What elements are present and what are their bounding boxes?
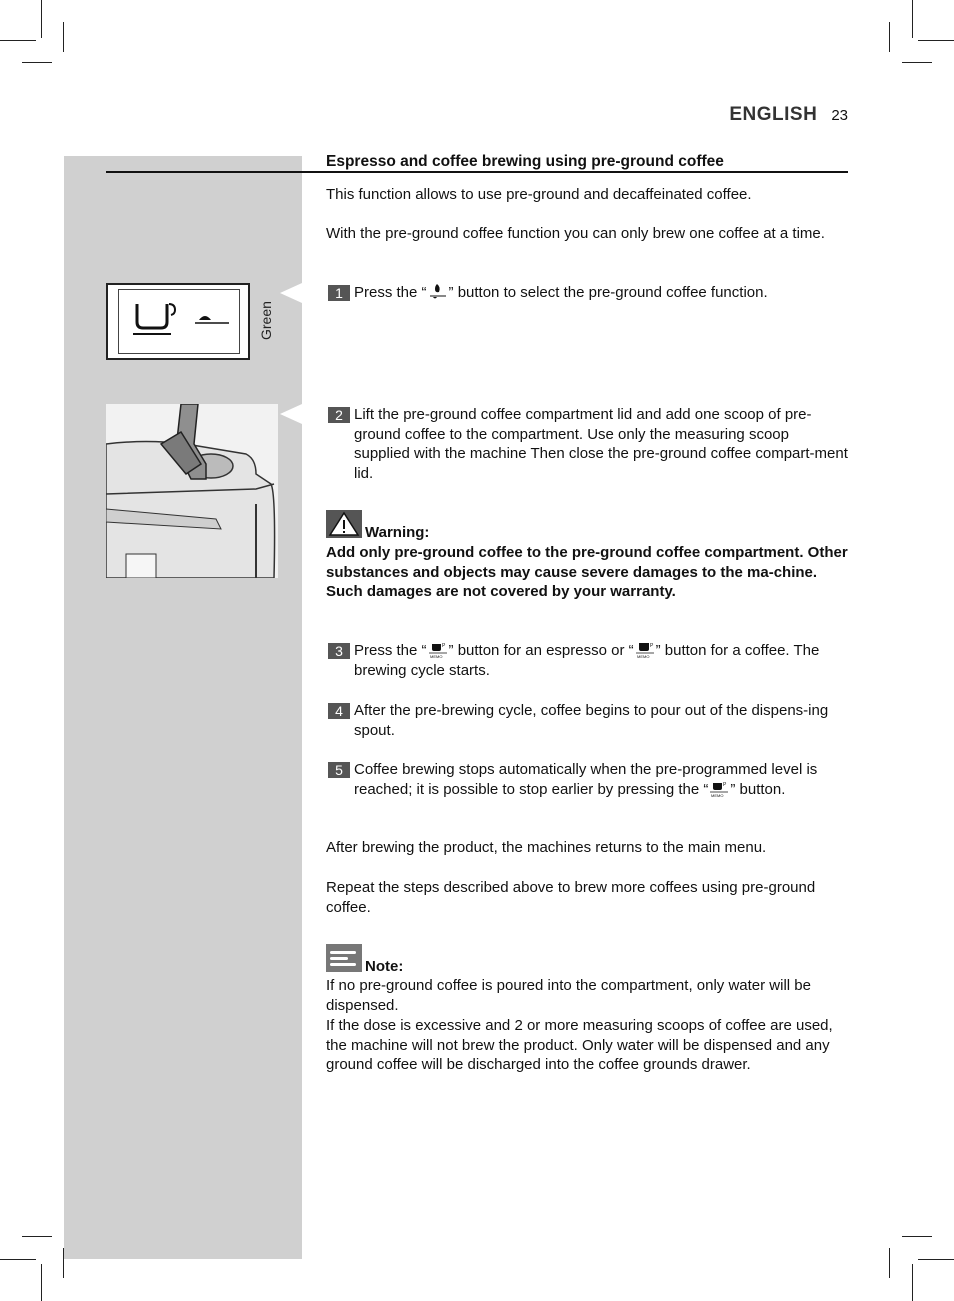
step-item: [328, 641, 848, 680]
svg-text:P: P: [649, 643, 653, 649]
crop-mark: [912, 1264, 913, 1301]
step-item: [328, 701, 848, 740]
step-number: 4: [328, 703, 350, 719]
intro-paragraph: With the pre-ground coffee function you can only brew one coffee at a time.: [326, 225, 825, 242]
step-text-part: ” button.: [730, 780, 786, 798]
pointer-notch: [280, 283, 302, 303]
crop-mark: [63, 22, 64, 52]
crop-mark: [902, 62, 932, 63]
note-label: Note:: [365, 958, 404, 975]
svg-text:MEMO: MEMO: [636, 654, 650, 659]
step-text: Lift the pre-ground coffee compartment lid and add one scoop of pre-ground coffee to the compartment. Use only the measuring scoop supplied with the machine Then close the pre-ground coffee compart-ment lid.: [354, 406, 848, 483]
crop-mark: [22, 1236, 52, 1237]
crop-mark: [0, 1259, 36, 1260]
step-number: 2: [328, 407, 350, 423]
warning-icon: [326, 510, 362, 538]
crop-mark: [41, 1264, 42, 1301]
step-item: [328, 283, 848, 303]
crop-mark: [22, 62, 52, 63]
crop-mark: [918, 1259, 954, 1260]
pre-ground-coffee-icon: [427, 283, 449, 301]
step-text: [354, 641, 848, 680]
cup-display-icon: [119, 290, 239, 353]
espresso-memo-icon: [427, 641, 449, 659]
step-text-part: Coffee brewing stops automatically when the pre-programmed level is reached; it is possible to stop earlier by pressing the “: [354, 761, 818, 798]
step-text: After the pre-brewing cycle, coffee begins to pour out of the dispens-ing spout.: [354, 702, 829, 739]
display-screen-illustration: [106, 283, 250, 360]
svg-text:MEMO: MEMO: [711, 792, 724, 798]
after-paragraph: After brewing the product, the machines returns to the main menu.: [326, 839, 767, 856]
svg-text:MEMO: MEMO: [429, 654, 442, 659]
step-text-part: ” button for a coffee. The brewing cycle starts.: [354, 642, 820, 679]
step-item: [328, 405, 848, 484]
note-text: If the dose is excessive and 2 or more measuring scoops of coffee are used, the machine will not brew the product. Only water will be dispensed and any ground coffee will be discharged into the coffee grounds drawer.: [326, 1017, 833, 1074]
pointer-notch: [280, 404, 302, 424]
svg-text:P: P: [441, 643, 445, 649]
section-title: Espresso and coffee brewing using pre-ground coffee: [326, 153, 724, 170]
svg-text:P: P: [723, 781, 727, 788]
step-number: 1: [328, 285, 350, 301]
crop-mark: [912, 0, 913, 38]
crop-mark: [41, 0, 42, 38]
step-number: 3: [328, 643, 350, 659]
cup-memo-icon: [708, 780, 730, 798]
page-number: 23: [831, 107, 848, 124]
crop-mark: [918, 40, 954, 41]
note-icon: [326, 944, 362, 972]
step-text-part: Press the “: [354, 284, 427, 301]
warning-label: Warning:: [365, 524, 430, 541]
coffee-machine-icon: [106, 404, 278, 578]
crop-mark: [889, 22, 890, 52]
machine-lid-illustration: [106, 404, 278, 578]
title-rule: [106, 171, 848, 173]
step-text-part: Press the “: [354, 642, 427, 659]
crop-mark: [889, 1248, 890, 1278]
note-text: If no pre-ground coffee is poured into the compartment, only water will be dispensed.: [326, 977, 811, 1014]
step-item: [328, 760, 848, 799]
coffee-memo-icon: [634, 641, 656, 659]
after-paragraph: Repeat the steps described above to brew more coffees using pre-ground coffee.: [326, 879, 816, 916]
language-label: ENGLISH: [729, 104, 818, 125]
step-text: [354, 760, 848, 799]
crop-mark: [902, 1236, 932, 1237]
step-text-part: ” button for an espresso or “: [448, 642, 634, 659]
page-header: [729, 104, 848, 126]
step-number: 5: [328, 762, 350, 778]
crop-mark: [0, 40, 36, 41]
display-color-label: Green: [258, 301, 274, 340]
step-text-part: ” button to select the pre-ground coffee function.: [448, 284, 768, 301]
intro-paragraph: This function allows to use pre-ground and decaffeinated coffee.: [326, 186, 752, 203]
warning-text: Add only pre-ground coffee to the pre-ground coffee compartment. Other substances and objects may cause severe damages to the ma-chine. Such damages are not covered by your warranty.: [326, 544, 848, 601]
step-text: [354, 283, 848, 303]
